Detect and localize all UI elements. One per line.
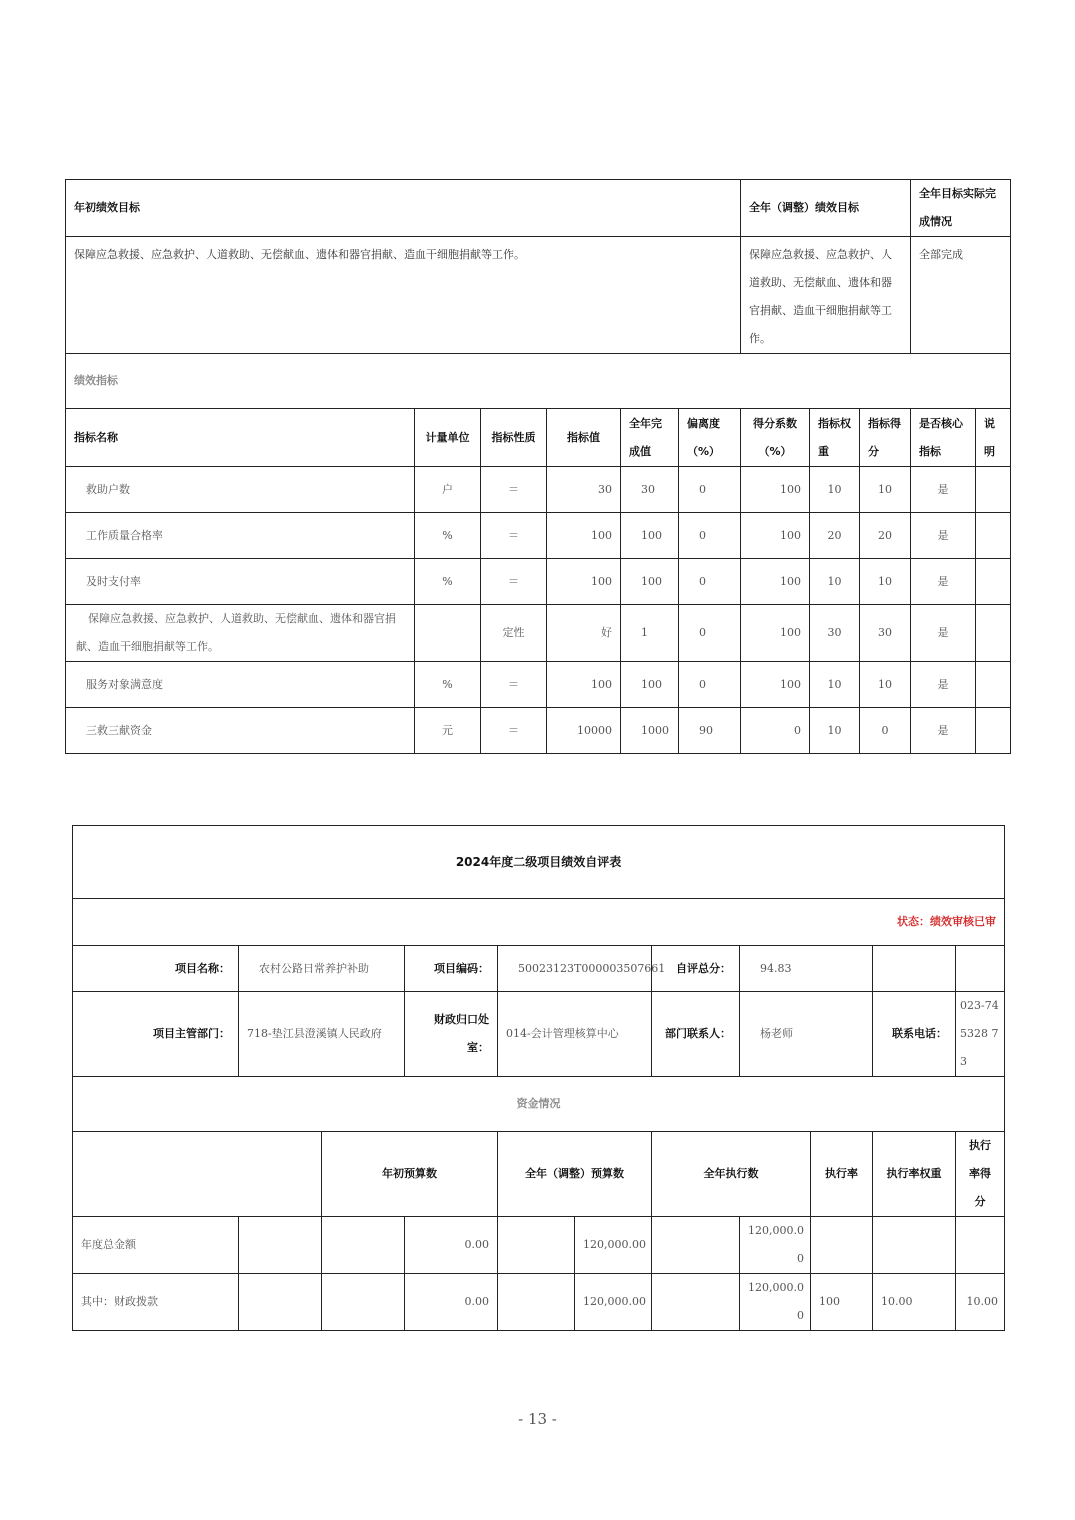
col-actual: 全年完成值 — [621, 409, 679, 467]
empty-cell — [239, 1217, 322, 1274]
indicator-coef: 100 — [741, 467, 810, 513]
indicator-weight: 30 — [810, 605, 860, 662]
indicator-nature: ＝ — [481, 708, 547, 754]
col-deviation: 偏离度（%） — [679, 409, 741, 467]
indicator-note — [976, 605, 1011, 662]
indicator-row — [66, 605, 1011, 662]
col-unit: 计量单位 — [415, 409, 481, 467]
form-title: 2024年度二级项目绩效自评表 — [73, 826, 1005, 899]
indicator-actual: 1 — [621, 605, 679, 662]
contact-value: 杨老师 — [740, 992, 873, 1077]
indicator-actual: 1000 — [621, 708, 679, 754]
indicator-actual: 100 — [621, 513, 679, 559]
indicator-note — [976, 513, 1011, 559]
indicator-deviation: 0 — [679, 605, 741, 662]
adjusted-goal-text: 保障应急救援、应急救护、人道救助、无偿献血、遗体和器官捐献、造血干细胞捐献等工作。 — [741, 237, 911, 354]
project-name-label: 项目名称： — [73, 946, 239, 992]
indicator-score: 20 — [860, 513, 911, 559]
indicator-actual: 100 — [621, 559, 679, 605]
indicator-unit: 户 — [415, 467, 481, 513]
indicator-note — [976, 662, 1011, 708]
actual-completion-text: 全部完成 — [911, 237, 1011, 354]
col-core: 是否核心指标 — [911, 409, 976, 467]
indicator-coef: 0 — [741, 708, 810, 754]
indicator-actual: 30 — [621, 467, 679, 513]
indicator-unit: % — [415, 559, 481, 605]
funds-exec-rate-score — [956, 1217, 1005, 1274]
indicator-unit — [415, 605, 481, 662]
indicator-deviation: 0 — [679, 559, 741, 605]
indicator-note — [976, 467, 1011, 513]
indicator-coef: 100 — [741, 605, 810, 662]
dept-label: 项目主管部门： — [73, 992, 239, 1077]
indicator-score: 30 — [860, 605, 911, 662]
funds-row — [73, 1217, 1005, 1274]
indicator-name: 救助户数 — [66, 467, 415, 513]
empty-cell — [322, 1274, 405, 1331]
indicator-nature: ＝ — [481, 662, 547, 708]
funds-exec-rate: 100 — [811, 1274, 873, 1331]
indicator-score: 10 — [860, 467, 911, 513]
indicator-weight: 10 — [810, 467, 860, 513]
indicator-unit: % — [415, 513, 481, 559]
indicator-note — [976, 708, 1011, 754]
indicator-weight: 20 — [810, 513, 860, 559]
initial-goal-text: 保障应急救援、应急救护、人道救助、无偿献血、遗体和器官捐献、造血干细胞捐献等工作。 — [66, 237, 741, 354]
funds-initial-budget: 0.00 — [405, 1274, 498, 1331]
self-evaluation-table — [72, 825, 1005, 1331]
indicator-weight: 10 — [810, 708, 860, 754]
indicator-core: 是 — [911, 559, 976, 605]
empty-cell — [322, 1217, 405, 1274]
col-coef: 得分系数（%） — [741, 409, 810, 467]
adjusted-goal-header: 全年（调整）绩效目标 — [741, 180, 911, 237]
status-badge: 状态：绩效审核已审 — [897, 915, 997, 928]
indicator-coef: 100 — [741, 513, 810, 559]
indicator-target: 100 — [547, 559, 621, 605]
indicator-deviation: 0 — [679, 513, 741, 559]
initial-goal-header: 年初绩效目标 — [66, 180, 741, 237]
indicator-name: 三救三献资金 — [66, 708, 415, 754]
indicator-name: 工作质量合格率 — [66, 513, 415, 559]
col-target: 指标值 — [547, 409, 621, 467]
col-initial-budget: 年初预算数 — [322, 1132, 498, 1217]
indicator-score: 0 — [860, 708, 911, 754]
indicator-row — [66, 708, 1011, 754]
col-adjusted-budget: 全年（调整）预算数 — [498, 1132, 652, 1217]
indicator-row — [66, 467, 1011, 513]
finance-value: 014-会计管理核算中心 — [498, 992, 652, 1077]
indicators-section-title: 绩效指标 — [66, 354, 1011, 409]
indicator-core: 是 — [911, 605, 976, 662]
indicator-target: 100 — [547, 513, 621, 559]
funds-exec-rate-weight — [873, 1217, 956, 1274]
funds-exec-rate-weight: 10.00 — [873, 1274, 956, 1331]
indicator-coef: 100 — [741, 662, 810, 708]
empty-cell — [498, 1274, 575, 1331]
actual-completion-header: 全年目标实际完成情况 — [911, 180, 1011, 237]
indicator-target: 30 — [547, 467, 621, 513]
funds-executed: 120,000.00 — [740, 1217, 811, 1274]
empty-cell — [652, 1217, 740, 1274]
total-score-label: 自评总分： — [652, 946, 740, 992]
project-code-value: 50023123T000003507661 — [498, 946, 652, 992]
col-exec-rate: 执行率 — [811, 1132, 873, 1217]
indicator-score: 10 — [860, 662, 911, 708]
contact-label: 部门联系人： — [652, 992, 740, 1077]
col-weight: 指标权重 — [810, 409, 860, 467]
indicator-nature: ＝ — [481, 513, 547, 559]
indicator-unit: 元 — [415, 708, 481, 754]
total-score-value: 94.83 — [740, 946, 873, 992]
col-nature: 指标性质 — [481, 409, 547, 467]
empty-cell — [652, 1274, 740, 1331]
indicator-target: 10000 — [547, 708, 621, 754]
dept-value: 718-垫江县澄溪镇人民政府 — [239, 992, 405, 1077]
empty-cell — [498, 1217, 575, 1274]
indicator-deviation: 90 — [679, 708, 741, 754]
col-executed: 全年执行数 — [652, 1132, 811, 1217]
indicator-score: 10 — [860, 559, 911, 605]
indicator-row — [66, 559, 1011, 605]
col-score: 指标得分 — [860, 409, 911, 467]
indicator-coef: 100 — [741, 559, 810, 605]
funds-row-label: 年度总金额 — [73, 1217, 239, 1274]
indicator-note — [976, 559, 1011, 605]
indicator-row — [66, 513, 1011, 559]
col-note: 说明 — [976, 409, 1011, 467]
funds-header-row — [73, 1132, 1005, 1217]
funds-executed: 120,000.00 — [740, 1274, 811, 1331]
funds-exec-rate — [811, 1217, 873, 1274]
indicators-header-row — [66, 409, 1011, 467]
indicator-core: 是 — [911, 513, 976, 559]
indicator-target: 100 — [547, 662, 621, 708]
indicator-row — [66, 662, 1011, 708]
page-number: - 13 - — [518, 1410, 557, 1428]
indicator-name: 及时支付率 — [66, 559, 415, 605]
project-name-value: 农村公路日常养护补助 — [239, 946, 405, 992]
indicator-weight: 10 — [810, 662, 860, 708]
indicator-nature: ＝ — [481, 467, 547, 513]
col-exec-rate-weight: 执行率权重 — [873, 1132, 956, 1217]
indicator-deviation: 0 — [679, 467, 741, 513]
funds-section-title: 资金情况 — [73, 1077, 1005, 1132]
project-code-label: 项目编码： — [405, 946, 498, 992]
col-indicator-name: 指标名称 — [66, 409, 415, 467]
funds-row — [73, 1274, 1005, 1331]
indicator-target: 好 — [547, 605, 621, 662]
indicator-core: 是 — [911, 467, 976, 513]
indicator-core: 是 — [911, 708, 976, 754]
indicator-core: 是 — [911, 662, 976, 708]
indicator-nature: ＝ — [481, 559, 547, 605]
empty-cell — [239, 1274, 322, 1331]
col-exec-rate-score: 执行率得分 — [956, 1132, 1005, 1217]
indicator-weight: 10 — [810, 559, 860, 605]
funds-initial-budget: 0.00 — [405, 1217, 498, 1274]
finance-label: 财政归口处室： — [405, 992, 498, 1077]
performance-goals-table — [65, 179, 1011, 754]
indicator-nature: 定性 — [481, 605, 547, 662]
funds-row-label: 其中：财政拨款 — [73, 1274, 239, 1331]
indicator-name: 保障应急救援、应急救护、人道救助、无偿献血、遗体和器官捐献、造血干细胞捐献等工作。 — [66, 605, 415, 662]
indicator-actual: 100 — [621, 662, 679, 708]
indicator-unit: % — [415, 662, 481, 708]
indicator-deviation: 0 — [679, 662, 741, 708]
funds-adjusted-budget: 120,000.00 — [575, 1274, 652, 1331]
phone-value: 023-745328 73 — [956, 992, 1005, 1077]
phone-label: 联系电话： — [873, 992, 956, 1077]
funds-adjusted-budget: 120,000.00 — [575, 1217, 652, 1274]
indicator-name: 服务对象满意度 — [66, 662, 415, 708]
funds-exec-rate-score: 10.00 — [956, 1274, 1005, 1331]
